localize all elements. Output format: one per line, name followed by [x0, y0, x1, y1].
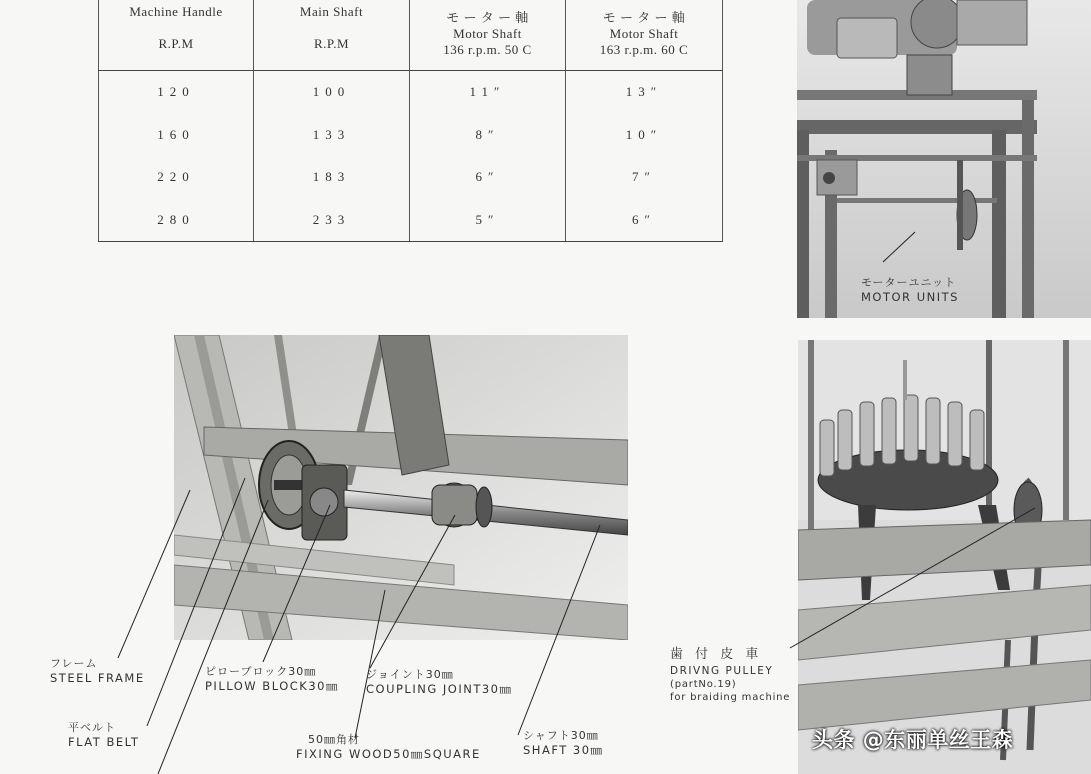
- table-cell: 5″: [410, 198, 566, 241]
- table-cell: 220: [99, 156, 254, 198]
- shaft-assembly-illustration: [174, 335, 628, 640]
- table-cell: 160: [99, 114, 254, 156]
- table-cell: 183: [254, 156, 410, 198]
- caption-shaft: シャフト30㎜ SHAFT 30㎜: [523, 729, 604, 757]
- table-cell: 120: [99, 71, 254, 114]
- caption-motor-units: モーターユニット MOTOR UNITS: [861, 276, 959, 304]
- caption-pillow-block: ピローブロック30㎜ PILLOW BLOCK30㎜: [205, 665, 339, 693]
- header-machine-handle: Machine Handle R.P.M: [99, 0, 254, 71]
- table-cell: 8″: [410, 114, 566, 156]
- table-cell: 11″: [410, 71, 566, 114]
- table-header-row: [99, 0, 723, 71]
- header-motor-shaft-50c: モ ー タ ー 軸 Motor Shaft 136 r.p.m. 50 C: [410, 0, 566, 71]
- table-row: [99, 114, 723, 156]
- table-cell: 13″: [566, 71, 723, 114]
- shaft-assembly-photo: [174, 335, 628, 640]
- table-cell: 233: [254, 198, 410, 241]
- header-main-shaft: Main Shaft R.P.M: [254, 0, 410, 71]
- watermark: 头条 @东丽单丝王森: [812, 728, 1014, 752]
- table-row: [99, 198, 723, 241]
- table-cell: 100: [254, 71, 410, 114]
- table-cell: 6″: [410, 156, 566, 198]
- table-row: [99, 156, 723, 198]
- motor-unit-illustration: [797, 0, 1091, 318]
- table-cell: 6″: [566, 198, 723, 241]
- table-row: [99, 71, 723, 114]
- caption-steel-frame: フレーム STEEL FRAME: [50, 657, 145, 685]
- motor-unit-photo: [797, 0, 1091, 318]
- caption-coupling-joint: ジョイント30㎜ COUPLING JOINT30㎜: [366, 668, 513, 696]
- table-cell: 10″: [566, 114, 723, 156]
- table-cell: 7″: [566, 156, 723, 198]
- braiding-machine-photo: [798, 340, 1091, 774]
- caption-flat-belt: 平ベルト FLAT BELT: [68, 721, 140, 749]
- rpm-table: [98, 0, 723, 242]
- caption-fixing-wood: 50㎜角材 FIXING WOOD50㎜SQUARE: [296, 733, 481, 761]
- braiding-machine-illustration: [798, 340, 1091, 774]
- header-motor-shaft-60c: モ ー タ ー 軸 Motor Shaft 163 r.p.m. 60 C: [566, 0, 723, 71]
- table-cell: 133: [254, 114, 410, 156]
- caption-driving-pulley: 歯 付 皮 車 DRIVNG PULLEY (partNo.19) for braiding machine: [670, 647, 791, 703]
- table-cell: 280: [99, 198, 254, 241]
